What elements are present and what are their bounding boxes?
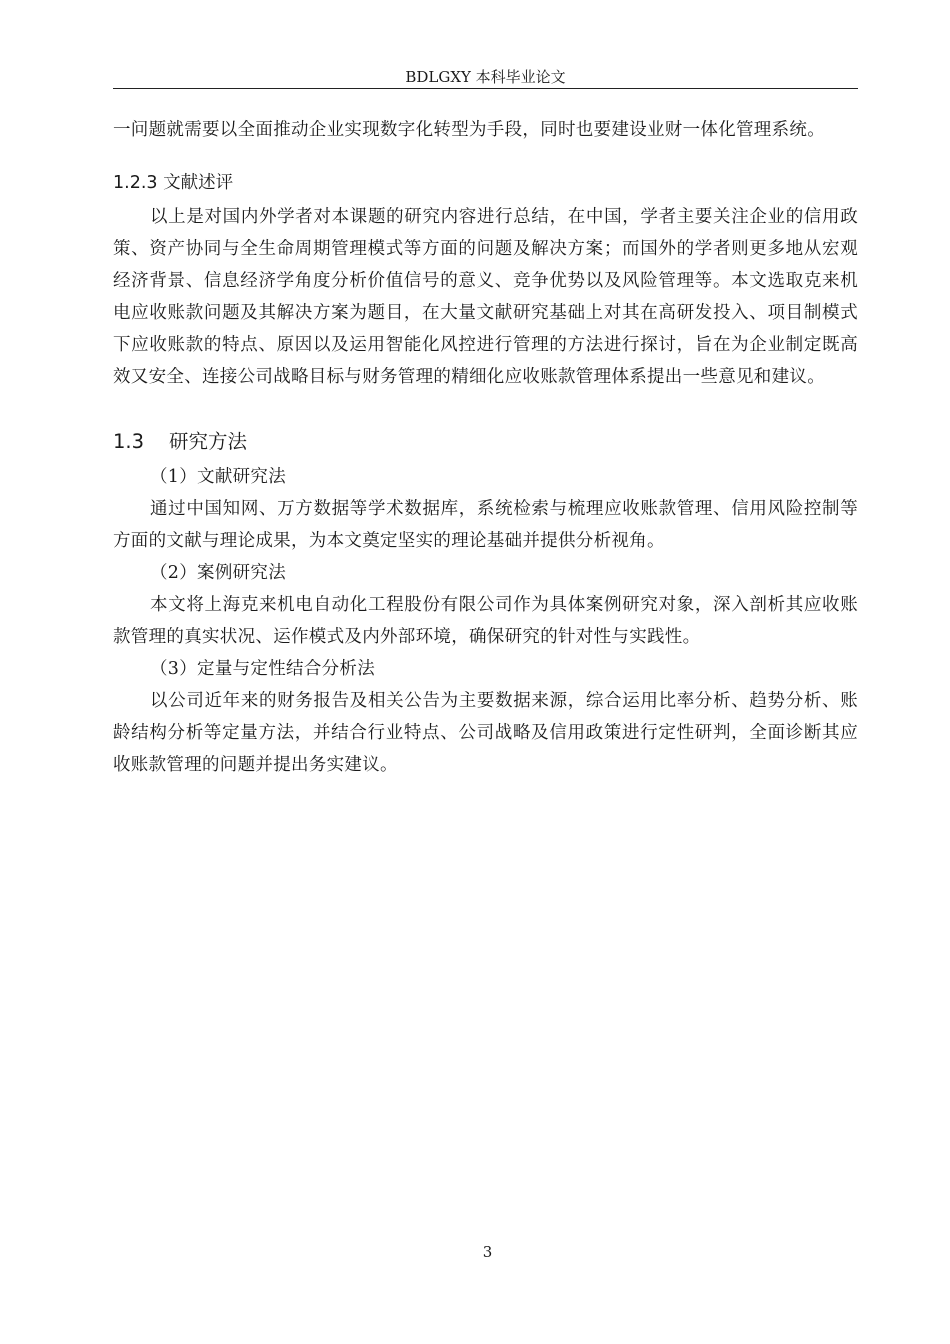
- method-text-2: 本文将上海克来机电自动化工程股份有限公司作为具体案例研究对象，深入剖析其应收账款管理的真实状况、运作模式及内外部环境，确保研究的针对性与实践性。: [113, 595, 858, 647]
- page-header: BDLGXY 本科毕业论文: [113, 66, 858, 89]
- method-label-3: （3）定量与定性结合分析法: [150, 659, 376, 679]
- page-body: [113, 114, 858, 781]
- method-label-2: （2）案例研究法: [150, 563, 287, 583]
- section-heading-1-2-3: 1.2.3 文献述评: [113, 173, 234, 193]
- method-label-1: （1）文献研究法: [150, 467, 287, 487]
- section-number: 1.3: [113, 430, 145, 453]
- literature-review-paragraph: 以上是对国内外学者对本课题的研究内容进行总结，在中国，学者主要关注企业的信用政策、资产协同与全生命周期管理模式等方面的问题及解决方案；而国外的学者则更多地从宏观经济背景、信息经济学角度分析价值信号的意义、竞争优势以及风险管理等。本文选取克来机电应收账款问题及其解决方案为题目，在大量文献研究基础上对其在高研发投入、项目制模式下应收账款的特点、原因以及运用智能化风控进行管理的方法进行探讨，旨在为企业制定既高效又安全、连接公司战略目标与财务管理的精细化应收账款管理体系提出一些意见和建议。: [113, 207, 858, 387]
- method-text-3: 以公司近年来的财务报告及相关公告为主要数据来源，综合运用比率分析、趋势分析、账龄结构分析等定量方法，并结合行业特点、公司战略及信用政策进行定性研判，全面诊断其应收账款管理的问题并提出务实建议。: [113, 691, 858, 775]
- section-title: 研究方法: [169, 430, 248, 453]
- section-heading-1-3: [113, 425, 858, 459]
- intro-continuation-paragraph: 一问题就需要以全面推动企业实现数字化转型为手段，同时也要建设业财一体化管理系统。: [113, 120, 825, 140]
- page-number: 3: [482, 1243, 493, 1261]
- method-text-1: 通过中国知网、万方数据等学术数据库，系统检索与梳理应收账款管理、信用风险控制等方面的文献与理论成果，为本文奠定坚实的理论基础并提供分析视角。: [113, 499, 858, 551]
